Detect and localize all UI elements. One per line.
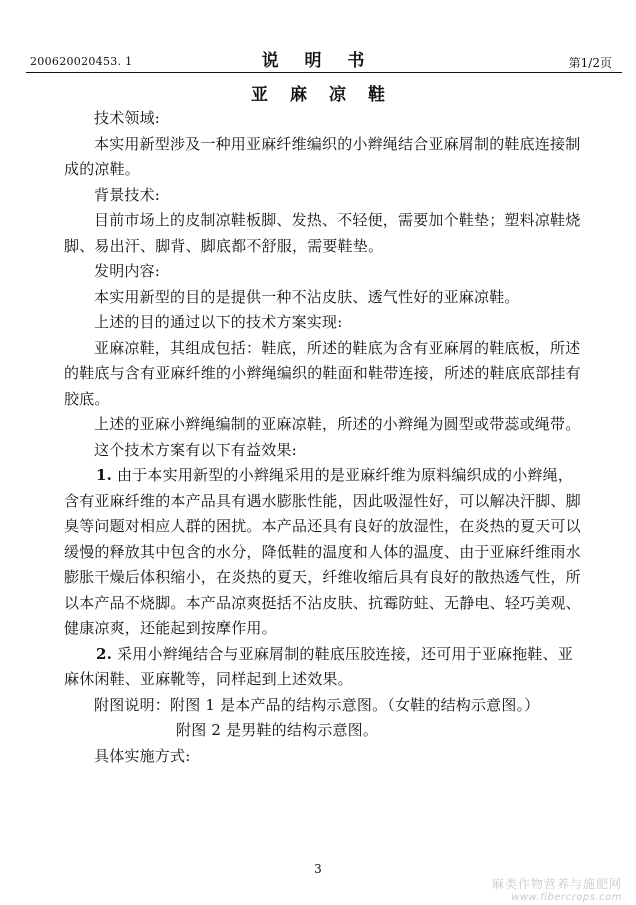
page-indicator: 第1/2页: [568, 56, 612, 70]
benefit-item-2: [64, 642, 584, 693]
figure-caption-1: 附图说明：附图 1 是本产品的结构示意图。（女鞋的结构示意图。）: [94, 695, 540, 714]
section-heading-invention: 发明内容:: [94, 262, 161, 280]
paragraph-benefits-intro: 这个技术方案有以下有益效果:: [94, 440, 297, 459]
paragraph-background: 目前市场上的皮制凉鞋板脚、发热、不轻便，需要加个鞋垫；塑料凉鞋烧脚、易出汗、脚背、脚底都不舒服，需要鞋垫。: [64, 211, 581, 255]
document-title: 亚麻凉鞋: [251, 85, 407, 105]
paragraph-composition: 亚麻凉鞋，其组成包括：鞋底，所述的鞋底为含有亚麻屑的鞋底板，所述的鞋底与含有亚麻纤维的小辫绳编织的鞋面和鞋带连接，所述的鞋底底部挂有胶底。: [64, 338, 581, 408]
patent-number: 200620020453. 1: [30, 55, 133, 68]
document-body: [64, 106, 584, 769]
benefit-number: 1.: [96, 466, 113, 484]
page-header: [0, 0, 636, 80]
section-heading-technical-field: 技术领域:: [94, 109, 161, 127]
paragraph-purpose: 本实用新型的目的是提供一种不沾皮肤、透气性好的亚麻凉鞋。: [94, 287, 520, 306]
paragraph-technical-field: 本实用新型涉及一种用亚麻纤维编织的小辫绳结合亚麻屑制的鞋底连接制成的凉鞋。: [64, 134, 581, 178]
benefit-text: 由于本实用新型的小辫绳采用的是亚麻纤维为原料编织成的小辫绳，含有亚麻纤维的本产品具有遇水膨胀性能，因此吸湿性好，可以解决汗脚、脚臭等问题对相应人群的困扰。本产品还具有良好的放湿性，在炎热的夏天可以缓慢的释放其中包含的水分，降低鞋的温度和人体的温度、由于亚麻纤维雨水膨胀干燥后体积缩小，在炎热的夏天，纤维收缩后具有良好的散热透气性，所以本产品不烧脚。本产品凉爽挺括不沾皮肤、抗霉防蛀、无静电、轻巧美观、健康凉爽，还能起到按摩作用。: [64, 466, 581, 637]
benefit-item-1: [64, 463, 584, 642]
section-heading-background: 背景技术:: [94, 185, 161, 204]
paragraph-braid-type: 上述的亚麻小辫绳编制的亚麻凉鞋，所述的小辫绳为圆型或带蕊或绳带。: [94, 415, 581, 433]
page-number: 3: [314, 862, 322, 876]
header-divider: [26, 72, 622, 73]
benefit-text: 采用小辫绳结合与亚麻屑制的鞋底压胶连接，还可用于亚麻拖鞋、亚麻休闲鞋、亚麻靴等，同样起到上述效果。: [64, 644, 574, 688]
figure-caption-2: 附图 2 是男鞋的结构示意图。: [176, 721, 379, 739]
benefit-number: 2.: [96, 644, 113, 663]
watermark-text: 麻类作物营养与施肥网: [491, 877, 622, 891]
paragraph-solution-intro: 上述的目的通过以下的技术方案实现:: [94, 313, 343, 331]
section-heading-embodiment: 具体实施方式:: [94, 746, 191, 765]
watermark: [492, 875, 622, 903]
header-title: 说 明 书: [261, 51, 375, 71]
watermark-url: www.fibercrops.com: [511, 892, 622, 903]
